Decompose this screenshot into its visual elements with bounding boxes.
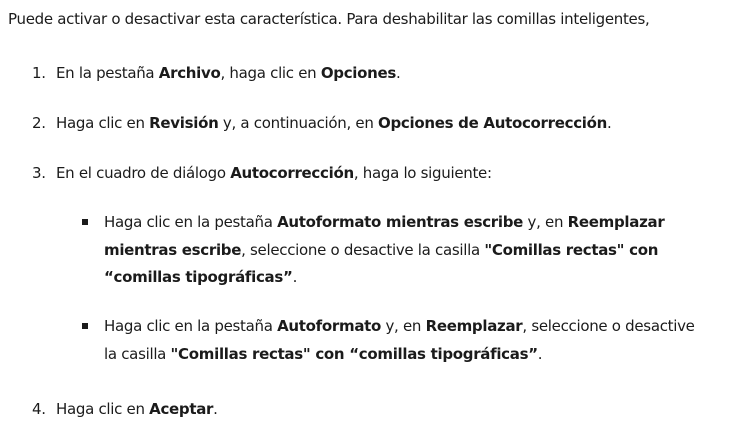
step-text: En la pestaña	[56, 64, 159, 82]
bullet-plain: .	[292, 268, 298, 286]
step-number: 3.	[32, 164, 46, 182]
bullet-square-icon	[82, 323, 88, 329]
step-bold: Opciones	[320, 64, 397, 82]
bullet-bold: "Comillas rectas" con “comillas tipográficas”	[170, 344, 538, 363]
bullet-square-icon	[82, 219, 88, 225]
step-bold: Aceptar	[149, 400, 214, 418]
step-text: .	[396, 64, 401, 82]
bullet-plain: , seleccione o desactive la casilla	[104, 317, 695, 363]
bullet-plain: Haga clic en la pestaña	[104, 317, 278, 335]
bullet-bold: "Comillas rectas" con “comillas tipográficas”	[104, 240, 659, 286]
step-bold: Archivo	[158, 64, 221, 82]
step-text: , haga lo siguiente:	[353, 164, 492, 182]
step-text: , haga clic en	[220, 64, 321, 82]
bullet-plain: y, en	[381, 317, 426, 335]
step-bold: Opciones de Autocorrección	[378, 114, 608, 132]
bullet-1	[80, 209, 710, 292]
step-number: 1.	[32, 64, 46, 82]
step-number: 2.	[32, 114, 46, 132]
bullet-plain: y, en	[523, 213, 568, 231]
bullet-plain: Haga clic en la pestaña	[104, 213, 278, 231]
bullet-2	[80, 313, 710, 368]
step-2	[32, 112, 612, 134]
step-4	[32, 398, 218, 420]
bullet-bold: Reemplazar mientras escribe	[104, 213, 665, 259]
bullet-bold: Autoformato	[277, 317, 382, 335]
bullet-plain: .	[537, 344, 543, 363]
bullet-bold: Autoformato mientras escribe	[277, 213, 524, 231]
intro-paragraph: Puede activar o desactivar esta característica. Para deshabilitar las comillas inteligentes,	[8, 10, 650, 28]
bullet-bold: Reemplazar	[425, 317, 523, 335]
step-text: .	[213, 400, 218, 418]
step-bold: Revisión	[149, 114, 219, 132]
step-3	[32, 162, 492, 184]
step-text: Haga clic en	[56, 114, 150, 132]
bullet-text	[104, 313, 710, 368]
step-number: 4.	[32, 400, 46, 418]
step-text: Haga clic en	[56, 400, 150, 418]
step-1	[32, 62, 401, 84]
bullet-text	[104, 209, 710, 292]
step-bold: Autocorrección	[230, 164, 354, 182]
bullet-plain: , seleccione o desactive la casilla	[241, 240, 485, 259]
step-text: y, a continuación, en	[218, 114, 379, 132]
step-text: .	[607, 114, 612, 132]
step-text: En el cuadro de diálogo	[56, 164, 231, 182]
